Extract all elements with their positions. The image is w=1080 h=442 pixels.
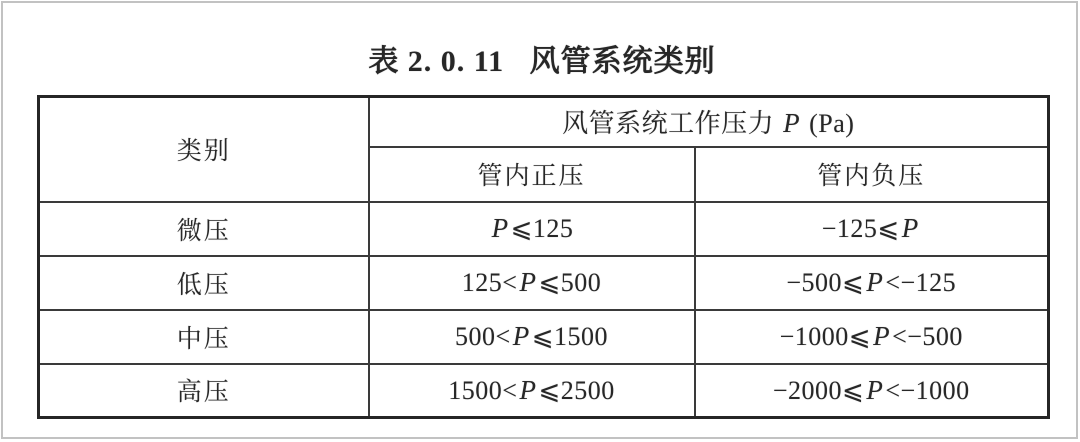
- positive-range-cell: P⩽125: [369, 202, 695, 256]
- positive-range-cell: 500<P⩽1500: [369, 310, 695, 364]
- table-title: 表 2. 0. 11 风管系统类别: [368, 45, 716, 78]
- table-row-high-pressure: [39, 364, 1049, 418]
- category-cell: 高压: [39, 364, 369, 418]
- header-positive-pressure: 管内正压: [369, 147, 695, 202]
- category-cell: 低压: [39, 256, 369, 310]
- negative-range-cell: −1000⩽P<−500: [695, 310, 1049, 364]
- negative-range-cell: −500⩽P<−125: [695, 256, 1049, 310]
- header-negative-pressure: 管内负压: [695, 147, 1049, 202]
- negative-range-cell: −125⩽P: [695, 202, 1049, 256]
- header-row-group: [39, 97, 1049, 147]
- header-category: 类别: [39, 97, 369, 202]
- table-row-low-pressure: [39, 256, 1049, 310]
- table-row-medium-pressure: [39, 310, 1049, 364]
- header-pressure-group: 风管系统工作压力 P (Pa): [369, 97, 1049, 147]
- positive-range-cell: 125<P⩽500: [369, 256, 695, 310]
- category-cell: 微压: [39, 202, 369, 256]
- table-row-micro-pressure: [39, 202, 1049, 256]
- duct-system-category-table: [37, 95, 1050, 419]
- negative-range-cell: −2000⩽P<−1000: [695, 364, 1049, 418]
- category-cell: 中压: [39, 310, 369, 364]
- positive-range-cell: 1500<P⩽2500: [369, 364, 695, 418]
